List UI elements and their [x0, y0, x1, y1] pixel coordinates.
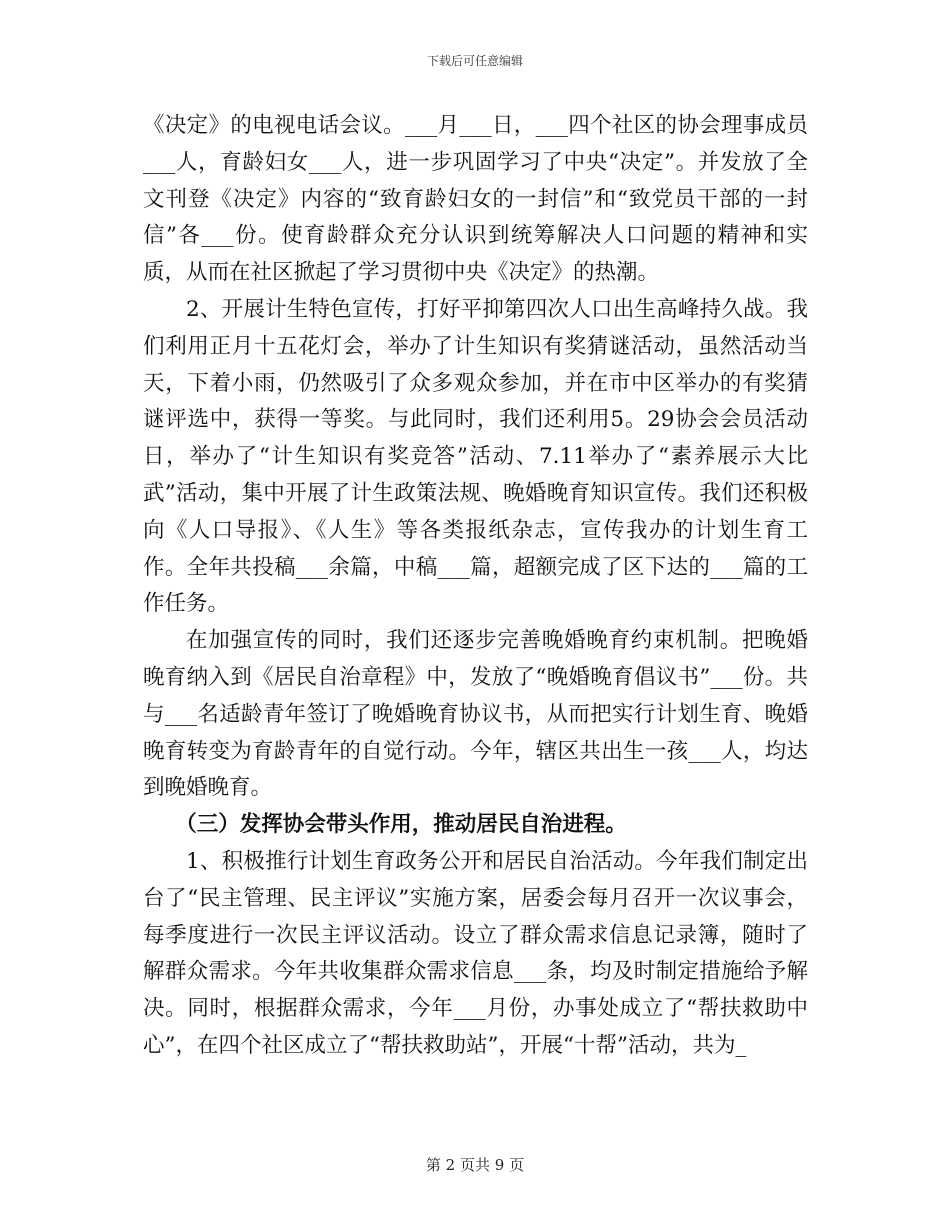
- paragraph-1: 《决定》的电视电话会议。___月___日，___四个社区的协会理事成员___人，育龄妇女___人，进一步巩固学习了中央“决定”。并发放了全文刊登《决定》内容的“致育龄妇女的一封信”和“致党员干部的一封信”各___份。使育龄群众充分认识到统筹解决人口问题的精神和实质，从而在社区掀起了学习贯彻中央《决定》的热潮。: [143, 113, 808, 286]
- paragraph-4: 1、积极推行计划生育政务公开和居民自治活动。今年我们制定出台了“民主管理、民主评议”实施方案，居委会每月召开一次议事会，每季度进行一次民主评议活动。设立了群众需求信息记录簿，随时了解群众需求。今年共收集群众需求信息___条，均及时制定措施给予解决。同时，根据群众需求，今年___月份，办事处成立了“帮扶救助中心”，在四个社区成立了“帮扶救助站”，开展“十帮”活动，共为_: [143, 848, 808, 1058]
- paragraph-3: 在加强宣传的同时，我们还逐步完善晚婚晚育约束机制。把晚婚晚育纳入到《居民自治章程》中，发放了“晚婚晚育倡议书”___份。共与___名适龄青年签订了晚婚晚育协议书，从而把实行计划生育、晚婚晚育转变为育龄青年的自觉行动。今年，辖区共出生一孩___人，均达到晚婚晚育。: [143, 628, 808, 801]
- document-body: [143, 108, 808, 1065]
- page-footer: 第 2 页共 9 页: [425, 1156, 525, 1174]
- section-heading: （三）发挥协会带头作用，推动居民自治进程。: [175, 812, 627, 838]
- page-header: 下载后可任意编辑: [426, 54, 523, 68]
- paragraph-2: 2、开展计生特色宣传，打好平抑第四次人口出生高峰持久战。我们利用正月十五花灯会，举办了计生知识有奖猜谜活动，虽然活动当天，下着小雨，仍然吸引了众多观众参加，并在市中区举办的有奖猜谜评选中，获得一等奖。与此同时，我们还利用5。29协会会员活动日，举办了“计生知识有奖竞答”活动、7.11举办了“素养展示大比武”活动，集中开展了计生政策法规、晚婚晚育知识宣传。我们还积极向《人口导报》、《人生》等各类报纸杂志，宣传我办的计划生育工作。全年共投稿___余篇，中稿___篇，超额完成了区下达的___篇的工作任务。: [143, 296, 808, 617]
